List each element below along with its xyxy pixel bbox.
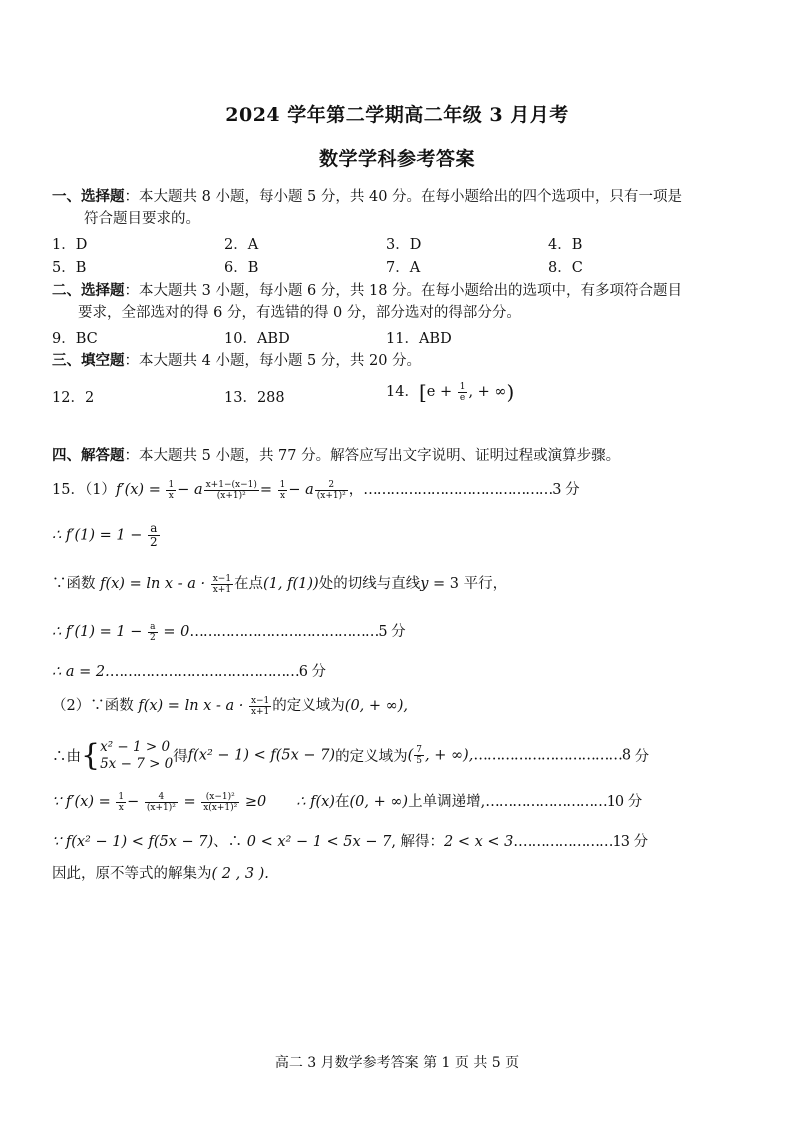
q15-line-3: ∵函数 f(x) = ln x - a · $\frac{x-1}{x+1}$ 在点(1, f(1))处的切线与直线y = 3 平行， (52, 573, 508, 595)
page-title: 2024 学年第二学期高二年级 3 月月考 (225, 104, 569, 126)
a14-fraction: $\frac{1}{e}$ (459, 381, 466, 403)
answer-12: 12．2 (52, 390, 95, 406)
q15-line-6: （2）∵函数 f(x) = ln x - a · $\frac{x-1}{x+1}$ 的定义域为(0, + ∞), (52, 695, 408, 717)
q15-line-4: ∴ f′(1) = 1 − $\frac{a}{2}$ = 0……………………………………5 分 (52, 621, 406, 643)
answer-10: 10．ABD (224, 331, 290, 347)
section4-heading: 四、解答题 (52, 447, 125, 464)
answer-6: 6．B (224, 260, 259, 276)
q15-line-10: 因此，原不等式的解集为( 2 , 3 ). (52, 866, 269, 882)
answer-2: 2．A (224, 237, 259, 253)
section2-desc: 二、选择题：本大题共 3 小题，每小题 6 分，共 18 分。在每小题给出的选项中，有多项符合题目 (52, 282, 683, 299)
q15-line-5: ∴ a = 2.……………………………………6 分 (52, 664, 327, 680)
answer-13: 13．288 (224, 390, 285, 406)
answer-1: 1．D (52, 237, 88, 253)
answer-7: 7．A (386, 260, 421, 276)
q15-line-2: ∴ f′(1) = 1 − $\frac{a}{2}$ (52, 521, 158, 549)
answer-8: 8．C (548, 260, 583, 276)
answer-4: 4．B (548, 237, 583, 253)
section4-desc: 四、解答题：本大题共 5 小题，共 77 分。解答应写出文字说明、证明过程或演算步骤。 (52, 447, 621, 464)
answer-3: 3．D (386, 237, 422, 253)
answer-11: 11．ABD (386, 331, 452, 347)
page-subtitle: 数学学科参考答案 (318, 148, 475, 170)
q15-line-8: ∵ f′(x) = $\frac{1}{x}$ − $\frac{4}{\text{(x+1)²}}$ = $\frac{\text{(x−1)²}}{\text{x(x+1)²}}$ ≥0 ∴ f(x)在(0, + ∞)上单调递增,………………………10 分 (52, 791, 643, 813)
answer-5: 5．B (52, 260, 87, 276)
page-footer: 高二 3 月数学参考答案 第 1 页 共 5 页 (274, 1055, 520, 1071)
q15-line-9: ∵ f(x² − 1) < f(5x − 7)、∴ 0 < x² − 1 < 5x − 7, 解得：2 < x < 3.…………………13 分 (52, 834, 649, 850)
section3-heading: 三、填空题 (52, 352, 125, 369)
section2-desc-2: 要求，全部选对的得 6 分，有选错的得 0 分，部分选对的得部分分。 (78, 305, 521, 321)
q15-line-7: ∴由{ x² − 1 > 0 5x − 7 > 0 得f(x² − 1) < f(5x − 7)的定义域为( $\frac{7}{5}$ , + ∞),……………………………8 分 (52, 738, 650, 773)
answer-14: 14．[e + $\frac{1}{e}$ , + ∞) (386, 380, 515, 404)
section3-desc: 三、填空题：本大题共 4 小题，每小题 5 分，共 20 分。 (52, 352, 422, 369)
section1-heading: 一、选择题 (52, 188, 125, 205)
section1-desc: 一、选择题：本大题共 8 小题，每小题 5 分，共 40 分。在每小题给出的四个选项中，只有一项是 (52, 188, 683, 205)
answer-9: 9．BC (52, 331, 98, 347)
q15-line-1: 15．（1）f′(x) = $\frac{1}{x}$ − a $\frac{x+1-(x-1)}{\text{(x+1)²}}$ = $\frac{1}{x}$ − a $\frac{2}{\text{(x+1)²}}$ ，……………………………………3 分 (52, 479, 580, 501)
section2-heading: 二、选择题 (52, 282, 125, 299)
section1-desc-2: 符合题目要求的。 (84, 211, 200, 227)
